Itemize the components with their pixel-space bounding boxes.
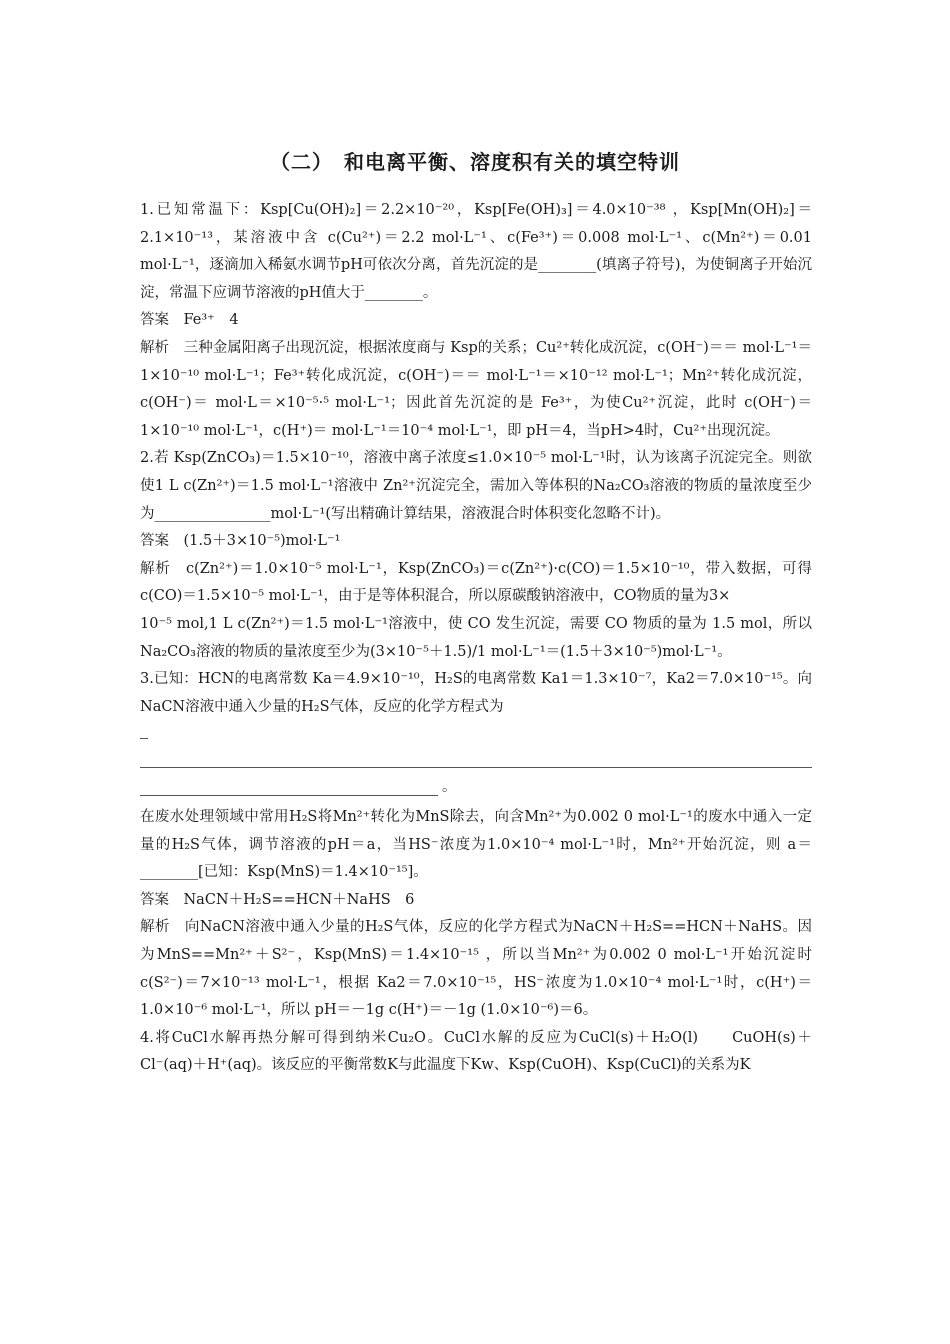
question-3-part-2: 在废水处理领域中常用H₂S将Mn²⁺转化为MnS除去，向含Mn²⁺为0.002 0 mol·L⁻¹的废水中通入一定量的H₂S气体，调节溶液的pH＝a，当HS⁻浓度为1.0×10⁻⁴ mol·L⁻¹时，Mn²⁺开始沉淀，则 a＝________[已知：Ksp(MnS)＝1.4×10⁻¹⁵]。: [140, 809, 812, 881]
analysis-2-cont: 10⁻⁵ mol,1 L c(Zn²⁺)＝1.5 mol·L⁻¹溶液中，使 CO 发生沉淀，需要 CO 物质的量为 1.5 mol，所以 Na₂CO₃溶液的物质的量浓度至少为(3×10⁻⁵＋1.5)/1 mol·L⁻¹＝(1.5＋3×10⁻⁵)mol·L⁻¹。: [140, 615, 812, 660]
answer-3: 答案 NaCN＋H₂S==HCN＋NaHS 6: [140, 891, 415, 908]
question-3: 3.已知：HCN的电离常数 Ka＝4.9×10⁻¹⁰，H₂S的电离常数 Ka1＝1.3×10⁻⁷，Ka2＝7.0×10⁻¹⁵。向NaCN溶液中通入少量的H₂S气体，反应的化学方程式为: [140, 671, 812, 715]
answer-blank-short-line: [140, 776, 812, 804]
analysis-1: 解析 三种金属阳离子出现沉淀，根据浓度商与 Ksp的关系；Cu²⁺转化成沉淀，c(OH⁻)＝＝ mol·L⁻¹＝1×10⁻¹⁰ mol·L⁻¹；Fe³⁺转化成沉淀，c(OH⁻)＝＝ mol·L⁻¹＝×10⁻¹² mol·L⁻¹；Mn²⁺转化成沉淀，c(OH⁻)＝ mol·L＝×10⁻⁵·⁵ mol·L⁻¹；因此首先沉淀的是 Fe³⁺，为使Cu²⁺沉淀，此时 c(OH⁻)＝1×10⁻¹⁰ mol·L⁻¹，c(H⁺)＝ mol·L⁻¹＝10⁻⁴ mol·L⁻¹，即 pH＝4，当pH>4时，Cu²⁺出现沉淀。: [140, 339, 812, 439]
answer-2: 答案 (1.5＋3×10⁻⁵)mol·L⁻¹: [140, 533, 341, 550]
question-4: 4.将CuCl水解再热分解可得到纳米Cu₂O。CuCl水解的反应为CuCl(s)＋H₂O(l) CuOH(s)＋Cl⁻(aq)＋H⁺(aq)。该反应的平衡常数K与此温度下Kw、Ksp(CuOH)、Ksp(CuCl)的关系为K: [140, 1029, 812, 1074]
answer-blank-line: [140, 749, 812, 777]
answer-1: 答案 Fe³⁺ 4: [140, 312, 239, 329]
document-body: [140, 197, 812, 1080]
analysis-3: 解析 向NaCN溶液中通入少量的H₂S气体，反应的化学方程式为NaCN＋H₂S==HCN＋NaHS。因为MnS==Mn²⁺＋S²⁻，Ksp(MnS)＝1.4×10⁻¹⁵ ，所以当Mn²⁺为0.002 0 mol·L⁻¹开始沉淀时 c(S²⁻)＝7×10⁻¹³ mol·L⁻¹，根据 Ka2＝7.0×10⁻¹⁵，HS⁻浓度为1.0×10⁻⁴ mol·L⁻¹时，c(H⁺)＝1.0×10⁻⁶ mol·L⁻¹，所以 pH＝－1g c(H⁺)＝－1g (1.0×10⁻⁶)＝6。: [140, 919, 812, 1019]
blank-end-mark: 。: [442, 779, 457, 796]
question-2: 2.若 Ksp(ZnCO₃)＝1.5×10⁻¹⁰，溶液中离子浓度≤1.0×10⁻⁵ mol·L⁻¹时，认为该离子沉淀完全。则欲使1 L c(Zn²⁺)＝1.5 mol·L⁻¹溶液中 Zn²⁺沉淀完全，需加入等体积的Na₂CO₃溶液的物质的量浓度至少为________________mol·L⁻¹(写出精确计算结果，溶液混合时体积变化忽略不计)。: [140, 450, 812, 522]
answer-blank-tick: [140, 721, 812, 749]
page-title: （二） 和电离平衡、溶度积有关的填空特训: [270, 150, 680, 174]
question-1: 1.已知常温下：Ksp[Cu(OH)₂]＝2.2×10⁻²⁰，Ksp[Fe(OH)₃]＝4.0×10⁻³⁸ ，Ksp[Mn(OH)₂]＝2.1×10⁻¹³，某溶液中含 c(Cu²⁺)＝2.2 mol·L⁻¹、c(Fe³⁺)＝0.008 mol·L⁻¹、c(Mn²⁺)＝0.01 mol·L⁻¹，逐滴加入稀氨水调节pH可依次分离，首先沉淀的是________(填离子符号)，为使铜离子开始沉淀，常温下应调节溶液的pH值大于________。: [140, 202, 812, 301]
analysis-2: 解析 c(Zn²⁺)＝1.0×10⁻⁵ mol·L⁻¹，Ksp(ZnCO₃)＝c(Zn²⁺)·c(CO)＝1.5×10⁻¹⁰，带入数据，可得 c(CO)＝1.5×10⁻⁵ mol·L⁻¹，由于是等体积混合，所以原碳酸钠溶液中，CO物质的量为3×: [140, 560, 812, 605]
